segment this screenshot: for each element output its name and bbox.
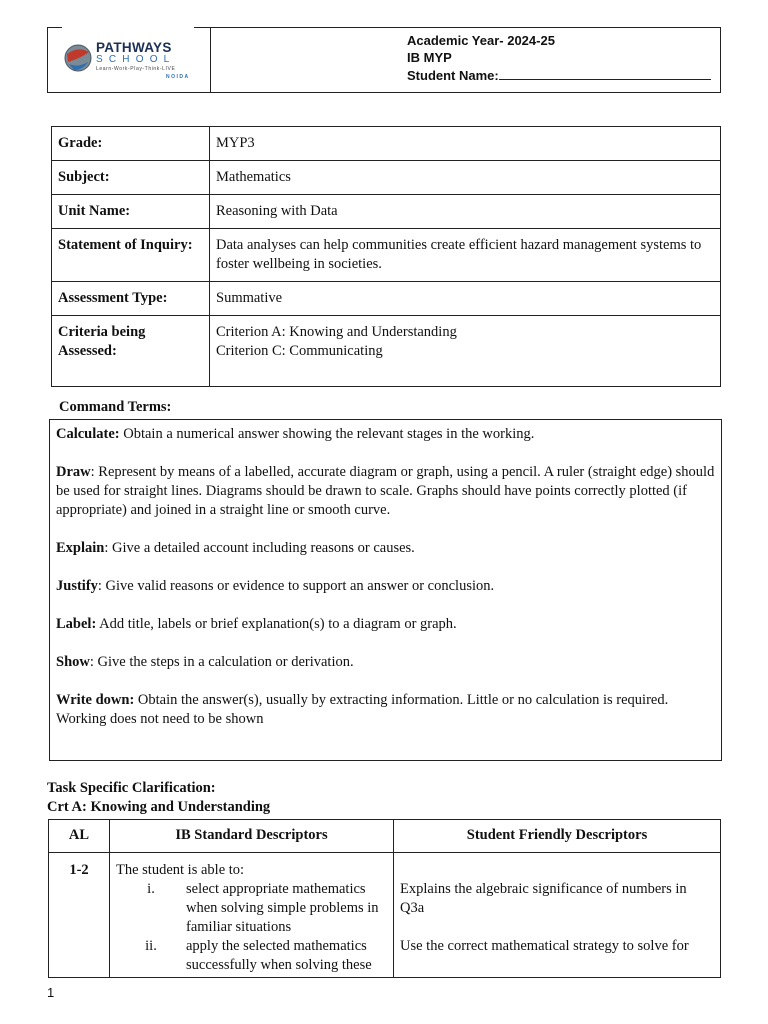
term-name: Justify: [56, 578, 98, 594]
page-number: 1: [47, 985, 55, 1000]
descriptor-item: [116, 880, 387, 937]
info-value: MYP3: [210, 127, 721, 161]
info-value: [210, 316, 721, 387]
command-term: [56, 691, 715, 729]
descriptor-row: [49, 853, 721, 978]
logo-school: SCHOOL: [96, 54, 176, 65]
info-key: Unit Name:: [52, 195, 210, 229]
logo-tagline: Learn-Work-Play-Think-LIVE: [96, 66, 176, 72]
info-key: Grade:: [52, 127, 210, 161]
col-header-ib: IB Standard Descriptors: [110, 820, 394, 853]
logo-name: PATHWAYS: [96, 40, 172, 55]
criterion-heading: Crt A: Knowing and Understanding: [47, 799, 271, 815]
term-definition: Obtain a numerical answer showing the relevant stages in the working.: [119, 426, 535, 442]
info-row: [52, 282, 721, 316]
friendly-text: Use the correct mathematical strategy to solve for: [400, 938, 689, 954]
descriptor-item: [116, 937, 387, 975]
command-term: [56, 577, 715, 596]
info-value: Mathematics: [210, 161, 721, 195]
task-clarification-title: Task Specific Clarification:: [47, 780, 216, 796]
student-descriptor: [394, 853, 721, 978]
info-row: [52, 229, 721, 282]
header-box: [47, 27, 721, 93]
achievement-level: 1-2: [49, 853, 110, 978]
info-row: [52, 161, 721, 195]
col-header-al: AL: [49, 820, 110, 853]
term-name: Draw: [56, 464, 91, 480]
term-definition: Add title, labels or brief explanation(s) to a diagram or graph.: [96, 616, 457, 632]
command-terms-box: [49, 419, 722, 761]
term-name: Calculate:: [56, 426, 120, 442]
info-value: Summative: [210, 282, 721, 316]
term-definition: : Give valid reasons or evidence to support an answer or conclusion.: [97, 578, 495, 594]
term-name: Label:: [56, 616, 97, 632]
term-name: Write down:: [56, 692, 135, 708]
descriptor-intro: The student is able to:: [116, 862, 245, 878]
term-name: Show: [56, 654, 90, 670]
criterion-line: Criterion A: Knowing and Understanding: [216, 324, 457, 340]
term-definition: : Give the steps in a calculation or derivation.: [89, 654, 354, 670]
command-terms-title: Command Terms:: [59, 399, 172, 415]
info-row: [52, 316, 721, 387]
info-key: Subject:: [52, 161, 210, 195]
term-name: Explain: [56, 540, 105, 556]
col-header-student: Student Friendly Descriptors: [394, 820, 721, 853]
assessment-info-table: [51, 126, 721, 387]
academic-year: Academic Year- 2024-25: [407, 33, 555, 48]
info-value: Reasoning with Data: [210, 195, 721, 229]
info-row: [52, 127, 721, 161]
info-key: Criteria being Assessed:: [52, 316, 210, 387]
item-text: apply the selected mathematics successfully when solving these: [186, 938, 372, 973]
term-definition: Obtain the answer(s), usually by extracting information. Little or no calculation is required. Working does not need to be shown: [56, 692, 669, 727]
term-definition: : Give a detailed account including reasons or causes.: [104, 540, 415, 556]
term-definition: : Represent by means of a labelled, accurate diagram or graph, using a pencil. A ruler (straight edge) should be used for straight lines. Diagrams should be drawn to scale. Graphs should have points correctly plotted (if appropriate) and joined in a straight line or smooth curve.: [56, 464, 715, 518]
school-logo: [48, 28, 211, 92]
command-term: [56, 425, 715, 444]
info-key: Assessment Type:: [52, 282, 210, 316]
student-name-row: [407, 67, 711, 83]
item-text: select appropriate mathematics when solving simple problems in familiar situations: [186, 881, 379, 935]
command-term: [56, 463, 715, 520]
item-number: i.: [147, 881, 155, 897]
friendly-text: Explains the algebraic significance of numbers in Q3a: [400, 881, 687, 916]
command-term: [56, 615, 715, 634]
logo-city: NOIDA: [166, 74, 190, 80]
command-term: [56, 539, 715, 558]
criterion-line: Criterion C: Communicating: [216, 343, 383, 359]
descriptor-table: [48, 819, 721, 978]
item-number: ii.: [145, 938, 157, 954]
info-key: Statement of Inquiry:: [52, 229, 210, 282]
student-name-label: Student Name:: [407, 68, 499, 83]
info-value: Data analyses can help communities create efficient hazard management systems to foster wellbeing in societies.: [210, 229, 721, 282]
ib-descriptor: [110, 853, 394, 978]
descriptor-header-row: [49, 820, 721, 853]
student-name-blank: [499, 67, 711, 80]
info-row: [52, 195, 721, 229]
command-term: [56, 653, 715, 672]
programme-label: IB MYP: [407, 50, 452, 65]
